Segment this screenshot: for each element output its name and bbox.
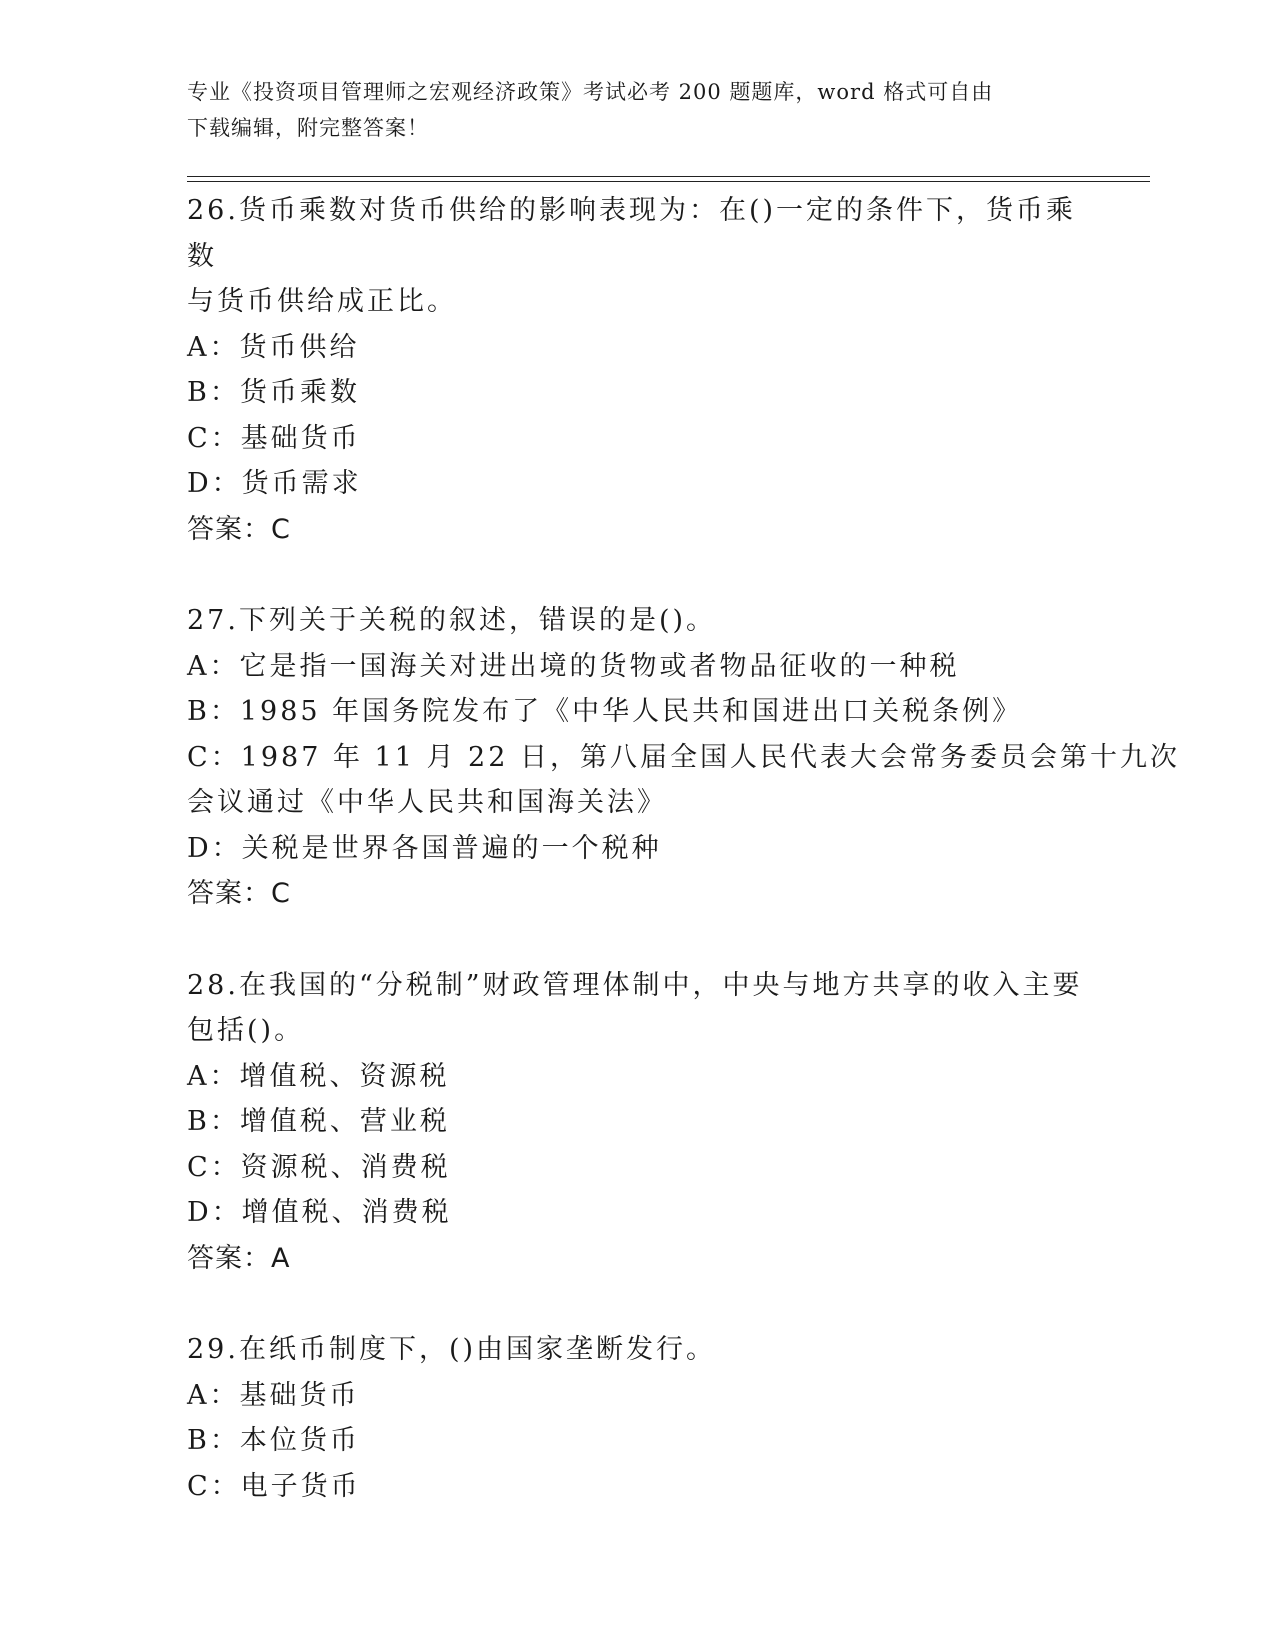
option-c-continued: 会议通过《中华人民共和国海关法》: [187, 787, 667, 818]
option-b: B：货币乘数: [187, 377, 360, 408]
question-stem-line: 包括()。: [187, 1015, 305, 1046]
option-b: B：1985 年国务院发布了《中华人民共和国进出口关税条例》: [187, 696, 1023, 727]
answer-label: 答案：C: [187, 513, 291, 545]
answer-label: 答案：A: [187, 1242, 291, 1274]
option-c: C：基础货币: [187, 422, 361, 454]
question-stem-line: 28.在我国的“分税制”财政管理体制中，中央与地方共享的收入主要: [187, 969, 1083, 1001]
option-b: B：增值税、营业税: [187, 1106, 450, 1137]
question-stem-line: 26.货币乘数对货币供给的影响表现为：在()一定的条件下，货币乘数: [187, 195, 1077, 272]
option-a: A：它是指一国海关对进出境的货物或者物品征收的一种税: [187, 650, 960, 682]
option-d: D：增值税、消费税: [187, 1197, 452, 1228]
header-line-1: 专业《投资项目管理师之宏观经济政策》考试必考 200 题题库，word 格式可自由: [187, 80, 994, 104]
question-29: [187, 1327, 1087, 1509]
question-26: [187, 188, 1087, 552]
question-28: [187, 963, 1087, 1282]
header-line-2: 下载编辑，附完整答案！: [187, 116, 429, 140]
option-a: A：基础货币: [187, 1379, 360, 1411]
question-stem-line: 29.在纸币制度下，()由国家垄断发行。: [187, 1334, 717, 1365]
option-c: C：资源税、消费税: [187, 1151, 451, 1183]
question-stem-line: 27.下列关于关税的叙述，错误的是()。: [187, 605, 717, 636]
document-header: [187, 74, 1087, 146]
option-d: D：关税是世界各国普遍的一个税种: [187, 832, 662, 864]
answer-label: 答案：C: [187, 878, 291, 909]
header-divider-bottom: [187, 181, 1150, 182]
option-a: A：货币供给: [187, 331, 360, 363]
question-27: [187, 598, 1180, 917]
option-c: C：电子货币: [187, 1470, 361, 1502]
option-d: D：货币需求: [187, 468, 362, 499]
option-a: A：增值税、资源税: [187, 1060, 450, 1092]
option-b: B：本位货币: [187, 1425, 360, 1456]
question-stem-line: 与货币供给成正比。: [187, 286, 457, 317]
question-list: [187, 188, 1180, 1555]
header-divider-top: [187, 176, 1150, 177]
option-c: C：1987 年 11 月 22 日，第八届全国人民代表大会常务委员会第十九次: [187, 741, 1180, 773]
